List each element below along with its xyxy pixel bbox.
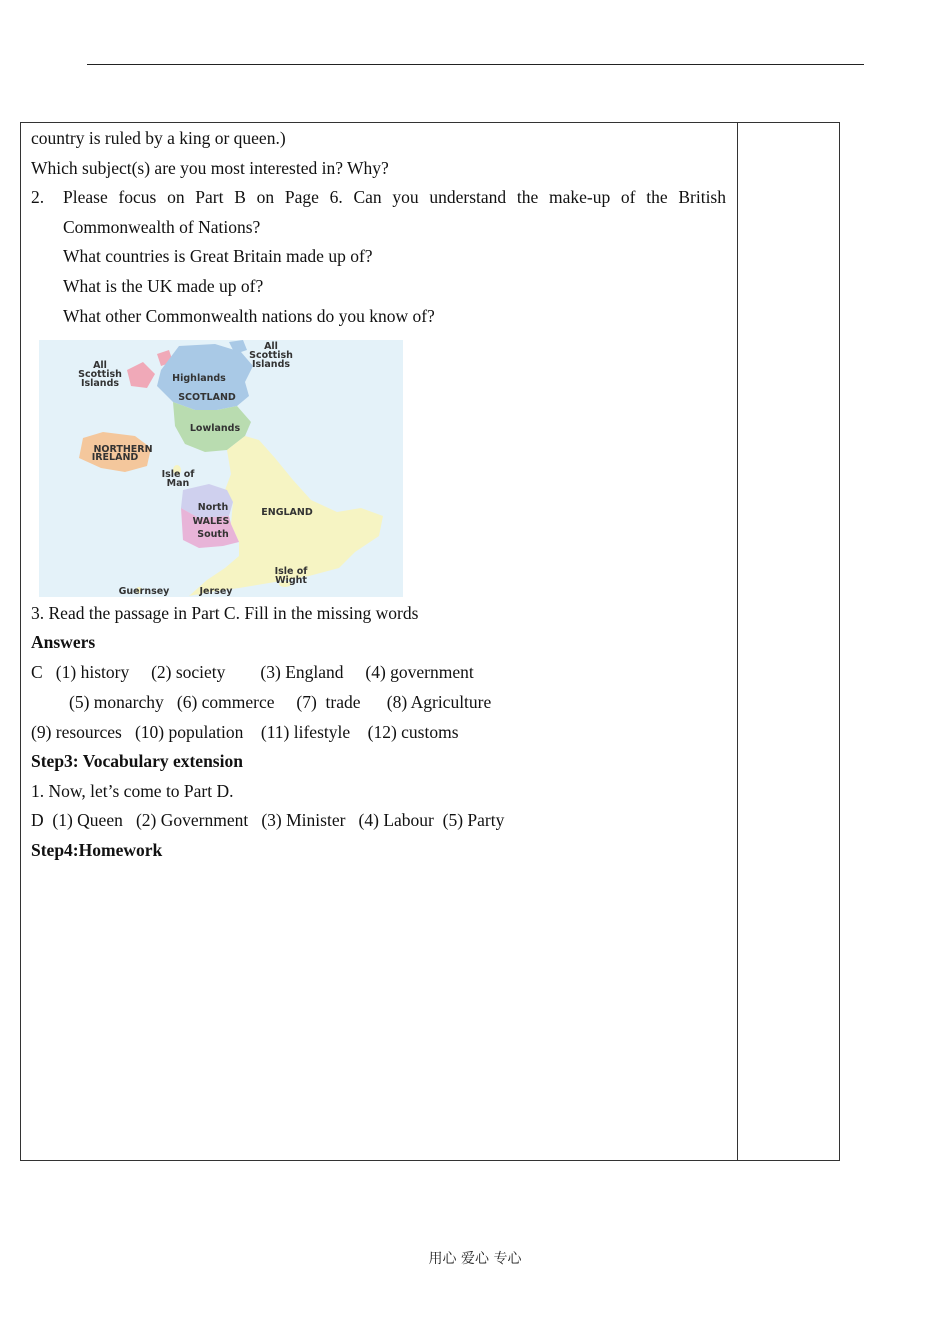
header-rule bbox=[87, 64, 864, 65]
step4-heading: Step4:Homework bbox=[31, 840, 163, 860]
page-footer: 用心 爱心 专心 bbox=[428, 1251, 522, 1267]
question-2-sub-a: What countries is Great Britain made up of? bbox=[63, 246, 373, 266]
question-2-sub-c: What other Commonwealth nations do you know of? bbox=[63, 306, 435, 326]
step3-heading: Step3: Vocabulary extension bbox=[31, 751, 243, 771]
table-column-divider bbox=[737, 123, 738, 1160]
map-label-north: North bbox=[197, 502, 229, 513]
answers-d-row: D (1) Queen (2) Government (3) Minister (4) Labour (5) Party bbox=[31, 810, 505, 830]
uk-map-image bbox=[39, 340, 403, 597]
map-label-lowlands: Lowlands bbox=[189, 423, 241, 434]
map-label-northern-ireland: NORTHERN IRELAND bbox=[91, 444, 153, 463]
map-label-isle-of-wight: Isle of Wight bbox=[274, 566, 308, 586]
question-2-sub-b: What is the UK made up of? bbox=[63, 276, 264, 296]
answers-c-row-3: (9) resources (10) population (11) lifestyle (12) customs bbox=[31, 722, 459, 742]
text-line-2: Which subject(s) are you most interested in? Why? bbox=[31, 158, 389, 178]
map-label-all-scottish-islands-ne: All Scottish Islands bbox=[249, 341, 293, 370]
map-label-england: ENGLAND bbox=[261, 507, 313, 518]
map-label-wales: WALES bbox=[192, 516, 230, 527]
map-label-south: South bbox=[197, 529, 229, 540]
text-line-1: country is ruled by a king or queen.) bbox=[31, 128, 286, 148]
question-2-continuation: Commonwealth of Nations? bbox=[63, 217, 261, 237]
map-label-all-scottish-islands-w: All Scottish Islands bbox=[78, 360, 122, 389]
answers-c-row-1: C (1) history (2) society (3) England (4) government bbox=[31, 662, 474, 682]
part-d-intro: 1. Now, let’s come to Part D. bbox=[31, 781, 234, 801]
map-label-isle-of-man: Isle of Man bbox=[161, 469, 195, 489]
answers-c-row-2: (5) monarchy (6) commerce (7) trade (8) Agriculture bbox=[69, 692, 492, 712]
map-label-highlands: Highlands bbox=[172, 373, 226, 384]
map-label-guernsey: Guernsey bbox=[118, 586, 170, 597]
answers-heading: Answers bbox=[31, 632, 96, 652]
question-2-number: 2. bbox=[31, 187, 45, 207]
map-label-scotland: SCOTLAND bbox=[178, 392, 236, 403]
uk-map-svg bbox=[39, 340, 403, 597]
question-2-text: Please focus on Part B on Page 6. Can you understand the make-up of the British bbox=[63, 187, 726, 207]
map-label-jersey: Jersey bbox=[199, 586, 233, 597]
question-3: 3. Read the passage in Part C. Fill in the missing words bbox=[31, 603, 419, 623]
